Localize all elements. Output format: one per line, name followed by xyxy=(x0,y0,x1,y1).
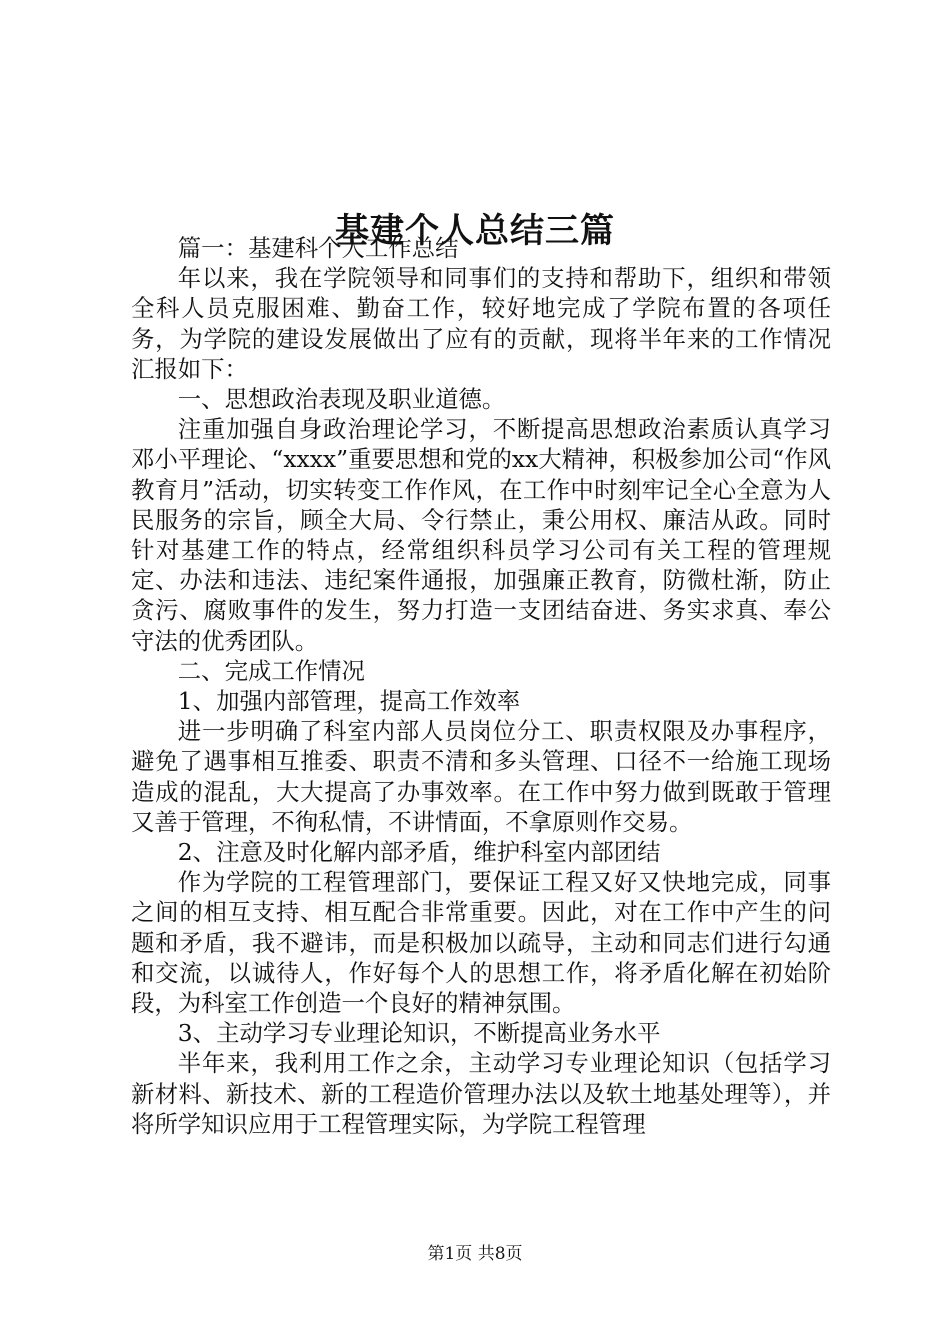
section-heading: 篇一：基建科个人工作总结 xyxy=(177,234,459,262)
subsection-heading: 1、加强内部管理，提高工作效率 xyxy=(177,687,521,716)
subsection-heading: 2、注意及时化解内部矛盾，维护科室内部团结 xyxy=(177,838,661,867)
subsection-heading: 3、主动学习专业理论知识，不断提高业务水平 xyxy=(177,1019,661,1048)
body-paragraph: 注重加强自身政治理论学习，不断提高思想政治素质认真学习邓小平理论、“xxxx”重要思想和党的xx大精神，积极参加公司“作风教育月”活动，切实转变工作作风，在工作中时刻牢记全心全意为人民服务的宗旨，顾全大局、令行禁止，秉公用权、廉洁从政。同时针对基建工作的特点，经常组织科员学习公司有关工程的管理规定、办法和违法、违纪案件通报，加强廉正教育，防微杜渐，防止贪污、腐败事件的发生，努力打造一支团结奋进、务实求真、奉公守法的优秀团队。 xyxy=(131,415,831,655)
section-heading: 二、完成工作情况 xyxy=(177,656,365,685)
document-title: 基建个人总结三篇 xyxy=(335,210,615,251)
section-heading: 一、思想政治表现及职业道德。 xyxy=(177,385,506,414)
page-footer: 第1页 共8页 xyxy=(427,1244,523,1264)
body-paragraph: 年以来，我在学院领导和同事们的支持和帮助下，组织和带领全科人员克服困难、勤奋工作，较好地完成了学院布置的各项任务，为学院的建设发展做出了应有的贡献，现将半年来的工作情况汇报如下： xyxy=(131,264,831,383)
body-paragraph: 作为学院的工程管理部门，要保证工程又好又快地完成，同事之间的相互支持、相互配合非常重要。因此，对在工作中产生的问题和矛盾，我不避讳，而是积极加以疏导，主动和同志们进行勾通和交流，以诚待人，作好每个人的思想工作，将矛盾化解在初始阶段，为科室工作创造一个良好的精神氛围。 xyxy=(131,868,831,1018)
body-paragraph: 进一步明确了科室内部人员岗位分工、职责权限及办事程序，避免了遇事相互推委、职责不清和多头管理、口径不一给施工现场造成的混乱，大大提高了办事效率。在工作中努力做到既敢于管理又善于管理，不徇私情，不讲情面，不拿原则作交易。 xyxy=(131,717,831,836)
document-body xyxy=(131,233,831,1139)
body-paragraph: 半年来，我利用工作之余，主动学习专业理论知识（包括学习新材料、新技术、新的工程造价管理办法以及软土地基处理等），并将所学知识应用于工程管理实际，为学院工程管理 xyxy=(131,1049,831,1138)
